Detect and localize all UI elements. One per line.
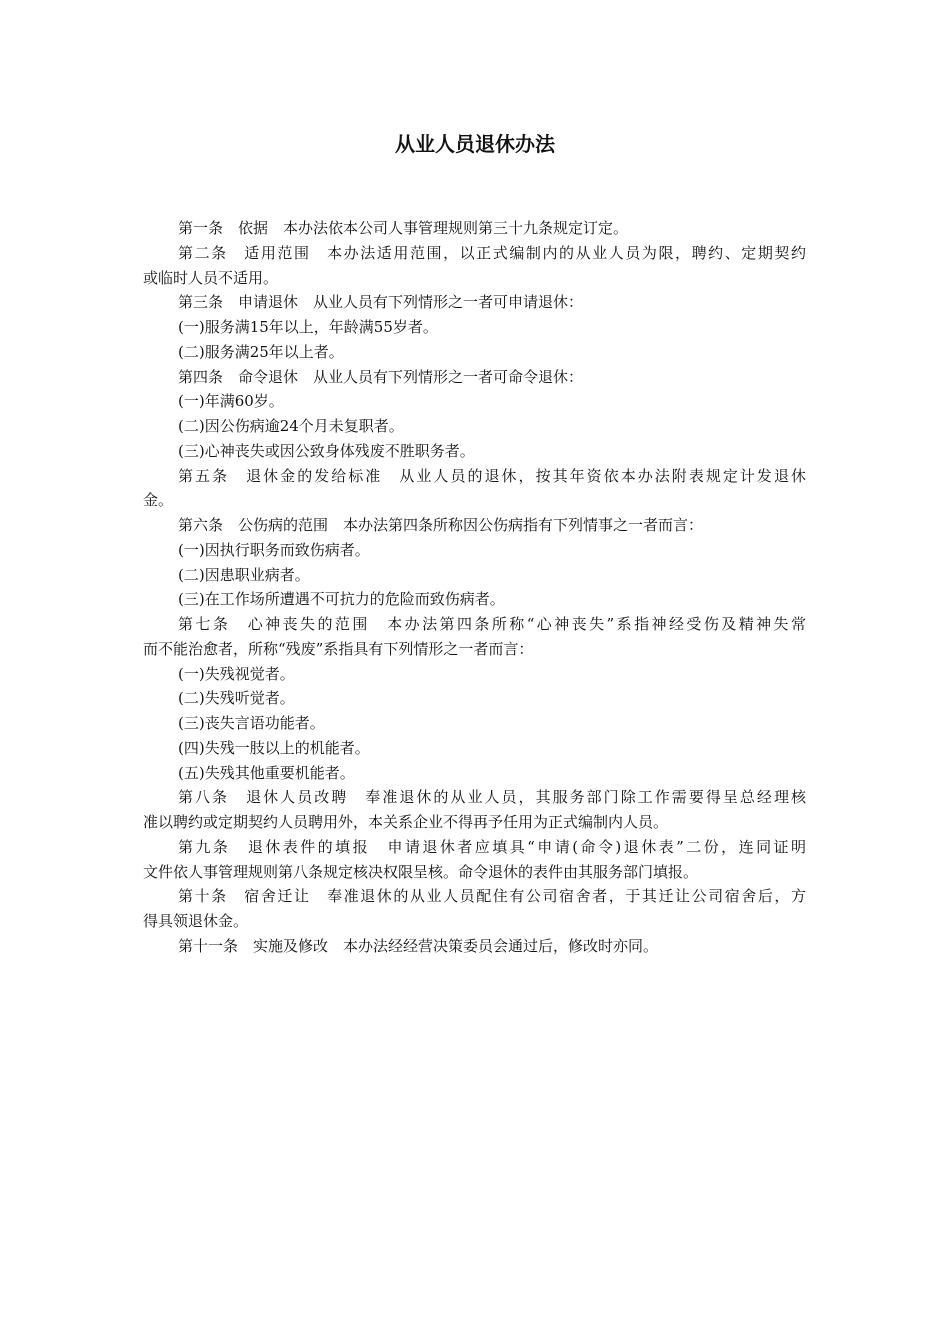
- document-line: (二)因患职业病者。: [178, 565, 310, 584]
- document-line: (一)年满60岁。: [178, 392, 284, 411]
- document-line: 第二条 适用范围 本办法适用范围，以正式编制内的从业人员为限，聘约、定期契约: [178, 243, 806, 262]
- document-line: (四)失残一肢以上的机能者。: [178, 738, 370, 757]
- document-line: 第九条 退休表件的填报 申请退休者应填具“申请(命令)退休表”二份，连同证明: [178, 837, 806, 856]
- document-line: 第一条 依据 本办法依本公司人事管理规则第三十九条规定订定。: [178, 219, 629, 237]
- document-line: 第四条 命令退休 从业人员有下列情形之一者可命令退休：: [178, 367, 584, 386]
- document-line: 第十条 宿舍迁让 奉准退休的从业人员配住有公司宿舍者，于其迁让公司宿舍后，方: [178, 887, 806, 906]
- document-title: 从业人员退休办法: [395, 132, 555, 156]
- document-line: 得具领退休金。: [143, 912, 249, 930]
- document-line: 第十一条 实施及修改 本办法经经营决策委员会通过后，修改时亦同。: [178, 936, 659, 955]
- document-line: 文件依人事管理规则第八条规定核决权限呈核。命令退休的表件由其服务部门填报。: [143, 862, 699, 881]
- document-line: (二)失残听觉者。: [178, 689, 295, 708]
- document-line: (三)丧失言语功能者。: [178, 714, 325, 732]
- document-line: 第八条 退休人员改聘 奉准退休的从业人员，其服务部门除工作需要得呈总经理核: [178, 788, 806, 807]
- document-line: (三)在工作场所遭遇不可抗力的危险而致伤病者。: [178, 590, 505, 609]
- document-line: 而不能治愈者，所称“残废”系指具有下列情形之一者而言：: [143, 639, 534, 658]
- document-line: 金。: [143, 491, 174, 510]
- document-line: 第七条 心神丧失的范围 本办法第四条所称“心神丧失”系指神经受伤及精神失常: [178, 615, 806, 633]
- document-line: 第三条 申请退休 从业人员有下列情形之一者可申请退休：: [178, 293, 584, 312]
- document-line: (一)因执行职务而致伤病者。: [178, 540, 370, 559]
- document-body: [143, 216, 806, 959]
- document-line: 第五条 退休金的发给标准 从业人员的退休，按其年资依本办法附表规定计发退休: [178, 466, 806, 485]
- document-line: (三)心神丧失或因公致身体残废不胜职务者。: [178, 441, 475, 460]
- document-line: 或临时人员不适用。: [143, 268, 279, 287]
- document-line: 第六条 公伤病的范围 本办法第四条所称因公伤病指有下列情事之一者而言：: [178, 516, 704, 534]
- document-line: (一)服务满15年以上，年龄满55岁者。: [178, 318, 438, 336]
- document-line: (二)服务满25年以上者。: [178, 342, 344, 361]
- document-line: 准以聘约或定期契约人员聘用外，本关系企业不得再予任用为正式编制内人员。: [143, 813, 669, 831]
- document-line: (五)失残其他重要机能者。: [178, 763, 355, 782]
- document-line: (一)失残视觉者。: [178, 664, 295, 683]
- document-line: (二)因公伤病逾24个月未复职者。: [178, 417, 404, 435]
